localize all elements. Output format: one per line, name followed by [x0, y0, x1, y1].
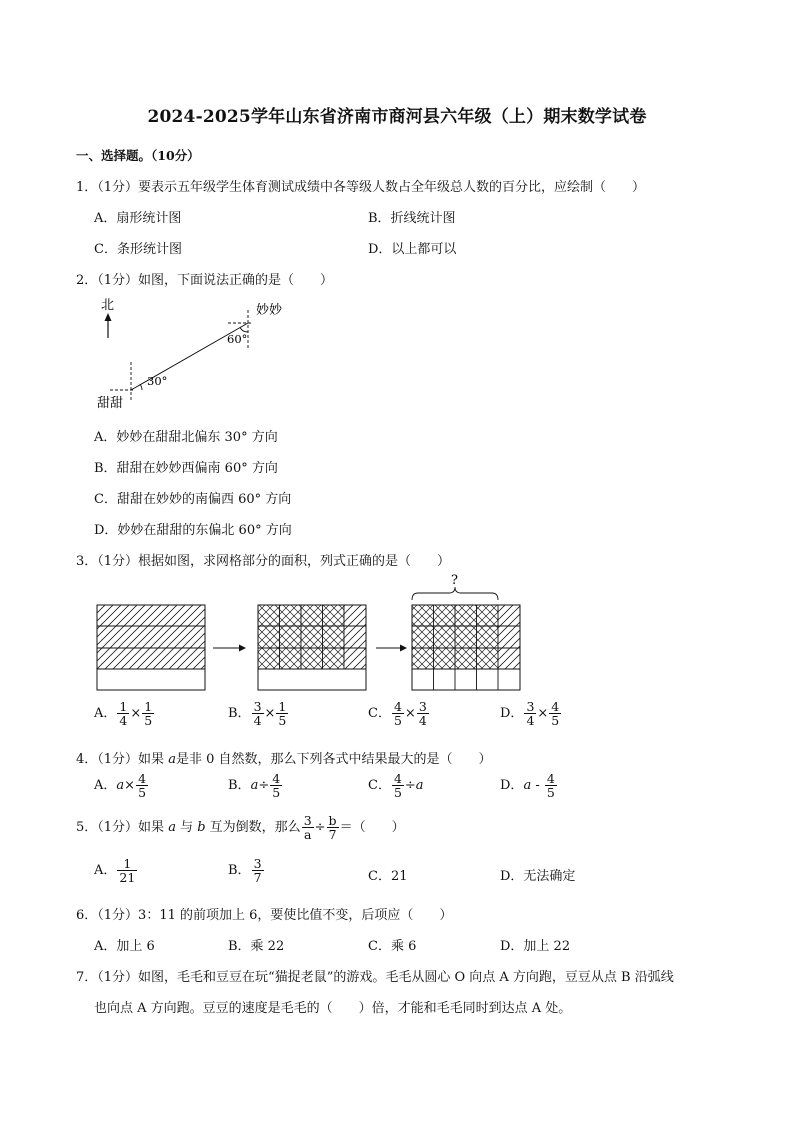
question-2-stem: 2．（1分）如图，下面说法正确的是（ ） — [76, 273, 334, 288]
question-1-stem: 1．（1分）要表示五年级学生体育测试成绩中各等级人数占全年级总人数的百分比，应绘制（ ） — [76, 180, 646, 195]
question-7-line-2: 也向点 A 方向跑。豆豆的速度是毛毛的（ ）倍，才能和毛毛同时到达点 A 处。 — [94, 1001, 572, 1016]
q6-option-a[interactable]: A．加上 6 — [94, 939, 155, 954]
angle-30-arc — [140, 384, 142, 390]
angle-60-label: 60° — [227, 332, 248, 346]
q4-option-d[interactable]: D．a - $\frac{4}{5}$ — [500, 771, 555, 801]
question-7-line-1: 7．（1分）如图，毛毛和豆豆在玩“猫捉老鼠”的游戏。毛毛从圆心 O 向点 A 方向跑，豆豆从点 B 沿弧线 — [76, 970, 674, 985]
fraction: $\frac{3}{4}$ — [418, 699, 427, 729]
q5-option-b[interactable]: B． $\frac{3}{7}$ — [228, 856, 262, 886]
fraction: $\frac{4}{5}$ — [393, 771, 402, 801]
fraction: $\frac{1}{5}$ — [278, 699, 287, 729]
rectangle-1 — [97, 605, 205, 690]
fraction: $\frac{b}{7}$ — [328, 813, 337, 843]
question-4-stem: 4．（1分）如果 a是非 0 自然数，那么下列各式中结果最大的是（ ） — [76, 752, 492, 767]
q6-option-d[interactable]: D．加上 22 — [500, 939, 571, 954]
fraction: $\frac{4}{5}$ — [393, 699, 402, 729]
angle-30-label: 30° — [147, 374, 168, 388]
q3-option-b[interactable]: B． $\frac{3}{4}$ × $\frac{1}{5}$ — [228, 699, 287, 729]
top-brace — [412, 587, 498, 600]
q3-option-c[interactable]: C． $\frac{4}{5}$ × $\frac{3}{4}$ — [368, 699, 427, 729]
fraction: $\frac{3}{a}$ — [303, 813, 312, 843]
fraction: $\frac{1}{4}$ — [119, 699, 128, 729]
q4-option-a[interactable]: A．a× $\frac{4}{5}$ — [94, 771, 147, 801]
q5-option-c[interactable]: C．21 — [368, 869, 408, 884]
arrow-2 — [376, 645, 407, 652]
rectangle-2 — [258, 605, 366, 690]
question-3-stem: 3．（1分）根据如图，求网格部分的面积，列式正确的是（ ） — [76, 554, 451, 569]
fraction: $\frac{3}{7}$ — [253, 856, 262, 886]
q4-option-c[interactable]: C． $\frac{4}{5}$ ÷a — [368, 771, 424, 801]
question-6-stem: 6．（1分）3：11 的前项加上 6，要使比值不变，后项应（ ） — [76, 908, 453, 923]
miao-label: 妙妙 — [256, 303, 283, 318]
section-heading: 一、选择题。（10分） — [76, 148, 200, 163]
q1-option-d[interactable]: D．以上都可以 — [368, 242, 457, 257]
q4-option-b[interactable]: B．a÷ $\frac{4}{5}$ — [228, 771, 281, 801]
arrow-1 — [213, 645, 246, 652]
fraction: $\frac{4}{5}$ — [272, 771, 281, 801]
question-5-stem: 5．（1分）如果 a 与 b 互为倒数，那么 $\frac{3}{a}$ ÷ $\frac{b}{7}$ ＝（ ） — [76, 813, 405, 843]
q1-option-b[interactable]: B．折线统计图 — [368, 211, 456, 226]
fraction: $\frac{1}{5}$ — [144, 699, 153, 729]
q6-option-c[interactable]: C．乘 6 — [368, 939, 417, 954]
fraction: $\frac{4}{5}$ — [546, 771, 555, 801]
q6-option-b[interactable]: B．乘 22 — [228, 939, 285, 954]
q2-option-d[interactable]: D．妙妙在甜甜的东偏北 60° 方向 — [94, 523, 292, 538]
question-mark-label: ? — [451, 573, 458, 588]
grid-area-figure — [90, 572, 530, 694]
fraction: $\frac{4}{5}$ — [138, 771, 147, 801]
exam-title: 2024-2025学年山东省济南市商河县六年级（上）期末数学试卷 — [147, 107, 647, 127]
q2-option-c[interactable]: C．甜甜在妙妙的南偏西 60° 方向 — [94, 492, 292, 507]
q3-option-a[interactable]: A． $\frac{1}{4}$ × $\frac{1}{5}$ — [94, 699, 153, 729]
fraction: $\frac{3}{4}$ — [253, 699, 262, 729]
q5-option-a[interactable]: A． $\frac{1}{21}$ — [94, 856, 136, 886]
q3-option-d[interactable]: D． $\frac{3}{4}$ × $\frac{4}{5}$ — [500, 699, 560, 729]
north-label: 北 — [101, 298, 115, 313]
q1-option-c[interactable]: C．条形统计图 — [94, 242, 182, 257]
q2-option-a[interactable]: A．妙妙在甜甜北偏东 30° 方向 — [94, 430, 278, 445]
fraction: $\frac{1}{21}$ — [119, 856, 136, 886]
q1-option-a[interactable]: A．扇形统计图 — [94, 211, 182, 226]
q2-option-b[interactable]: B．甜甜在妙妙西偏南 60° 方向 — [94, 461, 278, 476]
north-arrowhead — [105, 313, 112, 321]
rectangle-3 — [412, 605, 520, 690]
tian-label: 甜甜 — [97, 396, 124, 411]
direction-figure — [88, 292, 308, 412]
fraction: $\frac{3}{4}$ — [526, 699, 535, 729]
q5-option-d[interactable]: D．无法确定 — [500, 869, 576, 884]
fraction: $\frac{4}{5}$ — [551, 699, 560, 729]
